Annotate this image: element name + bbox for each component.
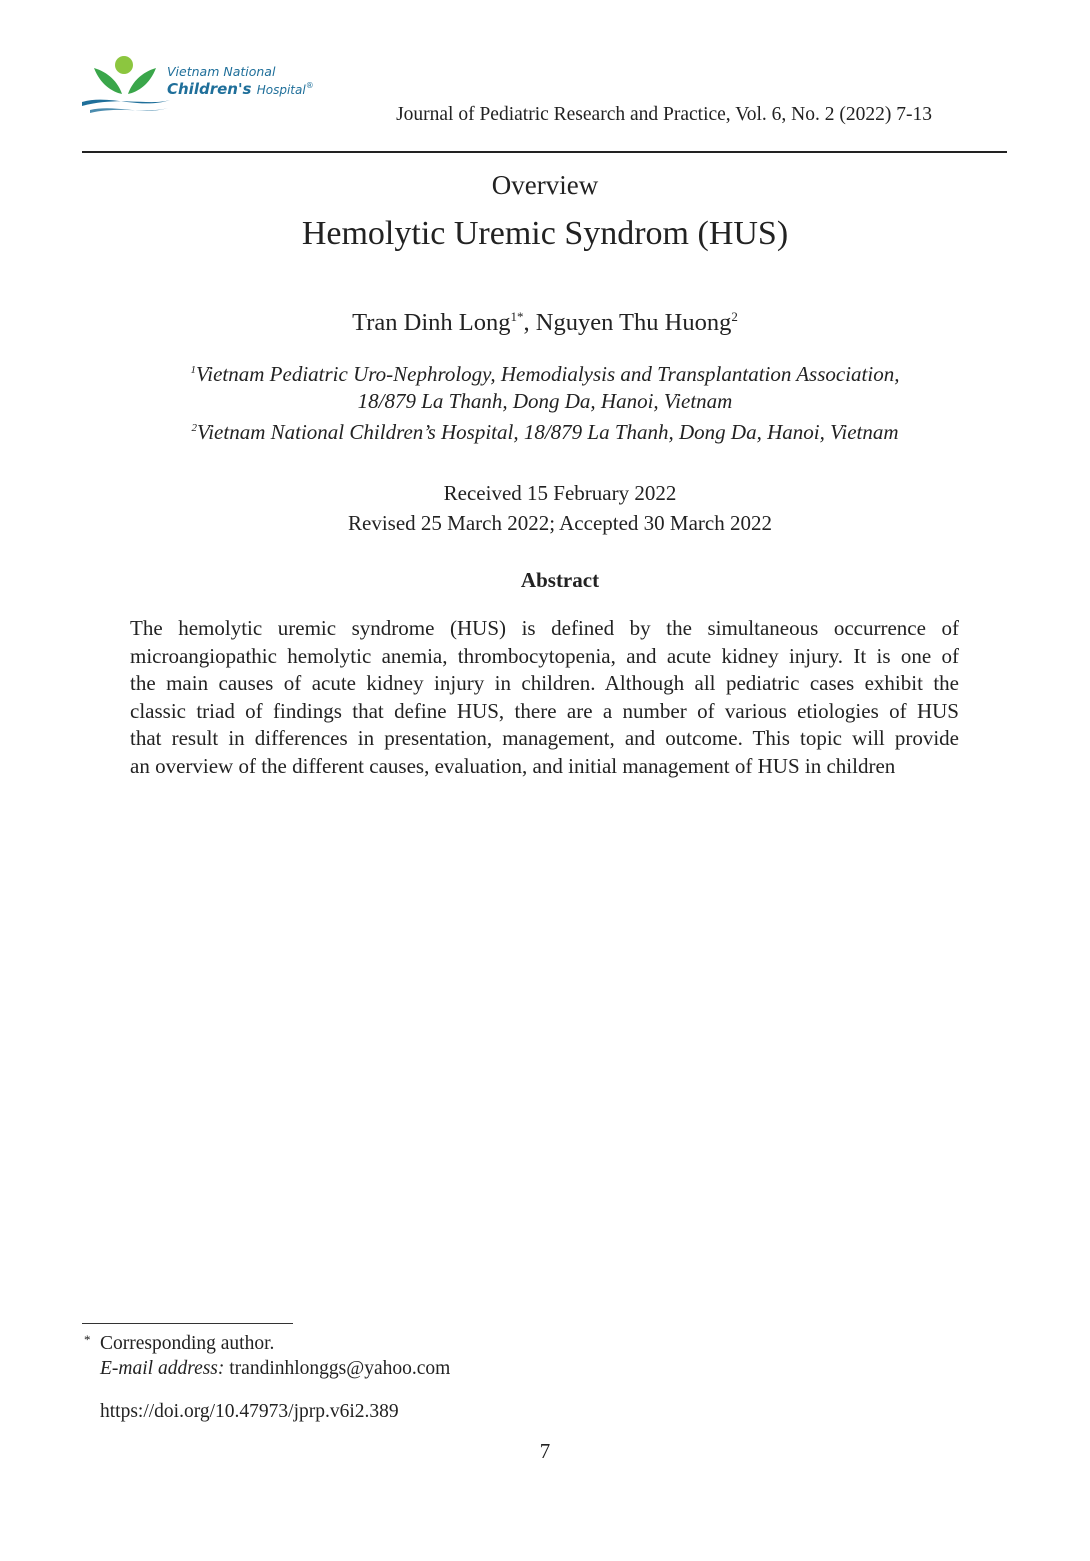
journal-citation: Journal of Pediatric Research and Practice, Vol. 6, No. 2 (2022) 7-13 [396,104,932,125]
email-label: E-mail address: [100,1358,225,1379]
logo-sun-icon [115,56,133,74]
abstract-line: the main causes of acute kidney injury in children. Although all pediatric cases exhibit the [130,671,959,695]
abstract-heading: Abstract [520,568,600,592]
abstract-line: classic triad of findings that define HUS, there are a number of various etiologies of HUS [130,698,959,723]
author-1: Tran Dinh Long [352,309,511,337]
logo-text-childrens: Children's [167,80,252,98]
page-number: 7 [539,1439,551,1463]
author-2: Nguyen Thu Huong [535,309,732,337]
affiliation-1-sup: 1 [190,364,196,376]
abstract-line: microangiopathic hemolytic anemia, thrombocytopenia, and acute kidney injury. It is one of [130,643,959,668]
logo-text-hospital: Hospital [256,83,306,97]
logo-text-line1: Vietnam National [167,64,276,79]
logo-text-line2 [167,80,314,98]
logo-leaf-left-icon [94,68,122,94]
author-1-sup: 1* [510,309,524,324]
author-separator: , [523,309,536,337]
logo-wave-icon [82,100,170,106]
received-date: Received 15 February 2022 [443,481,677,505]
logo-leaf-right-icon [128,68,156,94]
affiliation-2-sup: 2 [191,422,197,434]
email-link[interactable]: trandinhlonggs@yahoo.com [229,1358,451,1379]
doi-link[interactable]: https://doi.org/10.47973/jprp.v6i2.389 [100,1401,399,1422]
author-list [0,309,1090,337]
affiliation-1-line-2: 18/879 La Thanh, Dong Da, Hanoi, Vietnam [357,389,733,413]
header-divider [82,151,1007,153]
author-2-sup: 2 [731,309,738,324]
corresponding-author-note: Corresponding author. [100,1333,275,1354]
logo-wave2-icon [90,108,168,113]
article-title: Hemolytic Uremic Syndrom (HUS) [301,215,789,252]
abstract-body [130,615,959,780]
abstract-line: that result in differences in presentation, management, and outcome. This topic will provide [130,726,959,750]
footnote-divider [82,1323,293,1324]
abstract-line: The hemolytic uremic syndrome (HUS) is defined by the simultaneous occurrence of [130,616,959,640]
affiliation-1-line-1: $^1$Vietnam Pediatric Uro-Nephrology, Hemodialysis and Transplantation Association, [190,362,900,386]
article-section-label: Overview [491,170,599,200]
affiliation-2: $^2$Vietnam National Children’s Hospital, 18/879 La Thanh, Dong Da, Hanoi, Vietnam [191,420,899,444]
logo-registered-mark: ® [305,81,314,90]
footnote-marker: * [84,1332,91,1347]
corresponding-email [100,1358,450,1380]
abstract-line: an overview of the different causes, evaluation, and initial management of HUS in children [130,753,896,778]
revised-accepted-date: Revised 25 March 2022; Accepted 30 March 2022 [348,511,772,535]
